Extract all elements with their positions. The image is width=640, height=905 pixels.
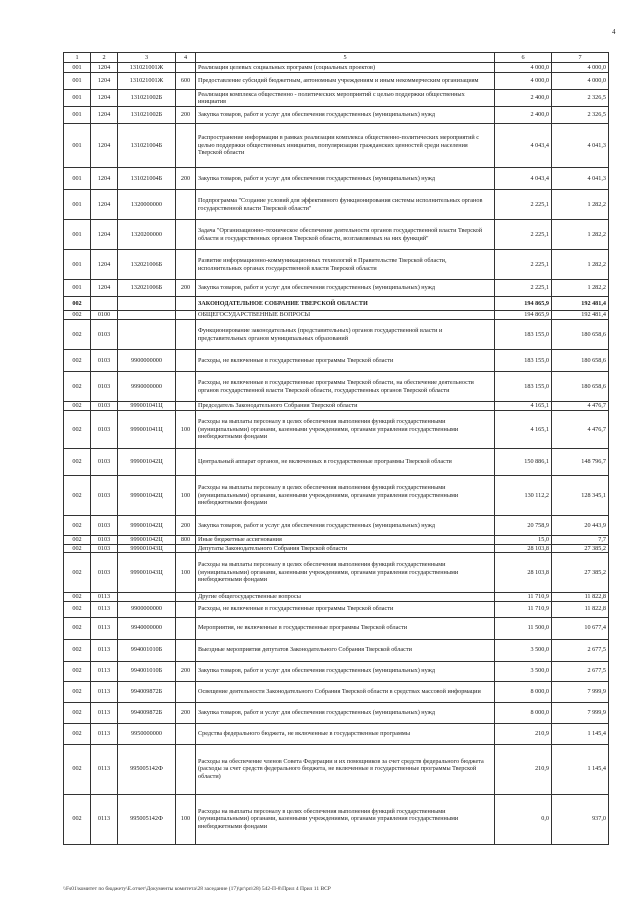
executed-amount-cell: 11 822,8 — [552, 601, 609, 617]
executed-amount-cell: 27 385,2 — [552, 553, 609, 593]
section-code-cell: 0103 — [91, 516, 118, 536]
expense-type-cell — [176, 593, 196, 602]
table-row — [64, 553, 609, 593]
description-cell: Депутаты Законодательного Собрания Тверской области — [196, 544, 495, 553]
table-row — [64, 476, 609, 516]
table-row — [64, 124, 609, 168]
planned-amount-cell: 4 000,0 — [495, 63, 552, 73]
target-item-cell — [118, 311, 176, 320]
description-cell: Реализация целевых социальных программ (социальных проектов) — [196, 63, 495, 73]
executed-amount-cell: 7 999,9 — [552, 702, 609, 723]
admin-code-cell: 002 — [64, 639, 91, 661]
target-item-cell: 1320200000 — [118, 220, 176, 250]
executed-amount-cell: 10 677,4 — [552, 617, 609, 639]
table-row — [64, 617, 609, 639]
description-cell: Средства федерального бюджета, не включенные в государственные программы — [196, 723, 495, 744]
target-item-cell: 999001041Ц — [118, 402, 176, 411]
section-code-cell: 0113 — [91, 601, 118, 617]
planned-amount-cell: 183 155,0 — [495, 320, 552, 350]
description-cell: Расходы, не включенные в государственные программы Тверской области — [196, 350, 495, 372]
column-header: 1 — [64, 53, 91, 63]
page-number: 4 — [612, 28, 616, 36]
target-item-cell: 999001042Ц — [118, 536, 176, 545]
expense-type-cell — [176, 190, 196, 220]
planned-amount-cell: 11 710,9 — [495, 601, 552, 617]
section-code-cell: 1204 — [91, 124, 118, 168]
target-item-cell: 994009872Б — [118, 702, 176, 723]
planned-amount-cell: 28 103,8 — [495, 544, 552, 553]
table-row — [64, 90, 609, 107]
target-item-cell: 999001042Ц — [118, 476, 176, 516]
admin-code-cell: 002 — [64, 297, 91, 311]
executed-amount-cell: 1 282,2 — [552, 190, 609, 220]
executed-amount-cell: 2 677,5 — [552, 661, 609, 681]
section-code-cell: 0103 — [91, 402, 118, 411]
section-code-cell: 0103 — [91, 536, 118, 545]
table-row — [64, 744, 609, 794]
section-code-cell: 1204 — [91, 250, 118, 280]
executed-amount-cell: 180 658,6 — [552, 372, 609, 402]
admin-code-cell: 002 — [64, 411, 91, 449]
expense-type-cell — [176, 723, 196, 744]
column-header: 3 — [118, 53, 176, 63]
planned-amount-cell: 15,0 — [495, 536, 552, 545]
section-code-cell: 1204 — [91, 107, 118, 124]
table-row — [64, 702, 609, 723]
expense-type-cell — [176, 350, 196, 372]
expense-type-cell — [176, 63, 196, 73]
description-cell: Расходы на выплаты персоналу в целях обеспечения выполнения функций государственными (муниципальными) органами, казенными учреждениями, органами управления государственными внебюджетными фондами — [196, 411, 495, 449]
table-row — [64, 536, 609, 545]
section-code-cell: 1204 — [91, 90, 118, 107]
executed-amount-cell: 4 476,7 — [552, 402, 609, 411]
planned-amount-cell: 8 000,0 — [495, 702, 552, 723]
admin-code-cell: 001 — [64, 280, 91, 297]
admin-code-cell: 002 — [64, 516, 91, 536]
expense-type-cell: 200 — [176, 168, 196, 190]
description-cell: Другие общегосударственные вопросы — [196, 593, 495, 602]
admin-code-cell: 001 — [64, 250, 91, 280]
budget-table — [63, 52, 609, 845]
description-cell: Закупка товаров, работ и услуг для обеспечения государственных (муниципальных) нужд — [196, 107, 495, 124]
table-row — [64, 593, 609, 602]
admin-code-cell: 001 — [64, 220, 91, 250]
executed-amount-cell: 128 345,1 — [552, 476, 609, 516]
section-code-cell: 0103 — [91, 372, 118, 402]
description-cell: Функционирование законодательных (представительных) органов государственной власти и представительных органов муниципальных образований — [196, 320, 495, 350]
target-item-cell — [118, 593, 176, 602]
file-path-footer: \\Fs01\комитет по бюджету\Е.отчет\Документы комитета\28 заседание (17)\рг\рп\28) 542-П-8\Прил 4 Прил 11 ВСР — [63, 886, 331, 892]
expense-type-cell — [176, 220, 196, 250]
description-cell: Закупка товаров, работ и услуг для обеспечения государственных (муниципальных) нужд — [196, 280, 495, 297]
expense-type-cell: 200 — [176, 516, 196, 536]
executed-amount-cell: 4 041,3 — [552, 124, 609, 168]
admin-code-cell: 001 — [64, 190, 91, 220]
admin-code-cell: 002 — [64, 372, 91, 402]
target-item-cell — [118, 297, 176, 311]
description-cell: Задача "Организационно-техническое обеспечение деятельности органов государственной власти Тверской области и государственных органов Тверской области, возглавляемых на них функций" — [196, 220, 495, 250]
admin-code-cell: 002 — [64, 794, 91, 844]
planned-amount-cell: 210,9 — [495, 744, 552, 794]
target-item-cell: 1320000000 — [118, 190, 176, 220]
description-cell: Закупка товаров, работ и услуг для обеспечения государственных (муниципальных) нужд — [196, 168, 495, 190]
section-code-cell: 0113 — [91, 681, 118, 702]
expense-type-cell: 100 — [176, 411, 196, 449]
description-cell: Развитие информационно-коммуникационных технологий в Правительстве Тверской области, исполнительных органах государственной власти Тверской области — [196, 250, 495, 280]
planned-amount-cell: 194 865,9 — [495, 297, 552, 311]
expense-type-cell: 100 — [176, 476, 196, 516]
target-item-cell: 999001043Ц — [118, 553, 176, 593]
admin-code-cell: 002 — [64, 536, 91, 545]
admin-code-cell: 002 — [64, 320, 91, 350]
section-code-cell: 0103 — [91, 411, 118, 449]
executed-amount-cell: 180 658,6 — [552, 320, 609, 350]
planned-amount-cell: 4 000,0 — [495, 73, 552, 90]
expense-type-cell — [176, 320, 196, 350]
executed-amount-cell: 1 282,2 — [552, 250, 609, 280]
planned-amount-cell: 3 500,0 — [495, 639, 552, 661]
planned-amount-cell: 4 043,4 — [495, 124, 552, 168]
planned-amount-cell: 4 165,1 — [495, 402, 552, 411]
expense-type-cell: 200 — [176, 107, 196, 124]
table-row — [64, 601, 609, 617]
section-code-cell — [91, 297, 118, 311]
section-code-cell: 1204 — [91, 280, 118, 297]
target-item-cell: 999001042Ц — [118, 449, 176, 476]
executed-amount-cell: 7 999,9 — [552, 681, 609, 702]
planned-amount-cell: 2 400,0 — [495, 90, 552, 107]
planned-amount-cell: 210,9 — [495, 723, 552, 744]
planned-amount-cell: 11 500,0 — [495, 617, 552, 639]
table-row — [64, 220, 609, 250]
expense-type-cell — [176, 297, 196, 311]
expense-type-cell: 600 — [176, 73, 196, 90]
executed-amount-cell: 180 658,6 — [552, 350, 609, 372]
table-row — [64, 411, 609, 449]
description-cell: Иные бюджетные ассигнования — [196, 536, 495, 545]
target-item-cell: 9990000000 — [118, 372, 176, 402]
admin-code-cell: 001 — [64, 107, 91, 124]
executed-amount-cell: 7,7 — [552, 536, 609, 545]
expense-type-cell: 100 — [176, 794, 196, 844]
planned-amount-cell: 2 225,1 — [495, 280, 552, 297]
table-row — [64, 681, 609, 702]
target-item-cell: 132021006Б — [118, 250, 176, 280]
target-item-cell: 995005142Ф — [118, 744, 176, 794]
executed-amount-cell: 1 282,2 — [552, 220, 609, 250]
planned-amount-cell: 183 155,0 — [495, 350, 552, 372]
expense-type-cell — [176, 449, 196, 476]
executed-amount-cell: 4 000,0 — [552, 73, 609, 90]
admin-code-cell: 002 — [64, 661, 91, 681]
executed-amount-cell: 148 796,7 — [552, 449, 609, 476]
planned-amount-cell: 150 886,1 — [495, 449, 552, 476]
expense-type-cell — [176, 250, 196, 280]
target-item-cell: 999001043Ц — [118, 544, 176, 553]
description-cell: Предоставление субсидий бюджетным, автономным учреждениям и иным некоммерческим организациям — [196, 73, 495, 90]
expense-type-cell: 200 — [176, 702, 196, 723]
expense-type-cell: 200 — [176, 280, 196, 297]
admin-code-cell: 002 — [64, 449, 91, 476]
section-code-cell: 0103 — [91, 476, 118, 516]
description-cell: ЗАКОНОДАТЕЛЬНОЕ СОБРАНИЕ ТВЕРСКОЙ ОБЛАСТИ — [196, 297, 495, 311]
planned-amount-cell: 20 758,9 — [495, 516, 552, 536]
executed-amount-cell: 4 476,7 — [552, 411, 609, 449]
expense-type-cell — [176, 90, 196, 107]
executed-amount-cell: 4 041,3 — [552, 168, 609, 190]
target-item-cell: 999001041Ц — [118, 411, 176, 449]
admin-code-cell: 001 — [64, 124, 91, 168]
expense-type-cell — [176, 744, 196, 794]
target-item-cell: 9900000000 — [118, 350, 176, 372]
planned-amount-cell: 2 225,1 — [495, 190, 552, 220]
target-item-cell: 994001010Б — [118, 661, 176, 681]
planned-amount-cell: 2 225,1 — [495, 250, 552, 280]
executed-amount-cell: 2 677,5 — [552, 639, 609, 661]
planned-amount-cell: 11 710,9 — [495, 593, 552, 602]
expense-type-cell — [176, 617, 196, 639]
admin-code-cell: 001 — [64, 73, 91, 90]
description-cell: Председатель Законодательного Собрания Тверской области — [196, 402, 495, 411]
table-row — [64, 544, 609, 553]
section-code-cell: 0103 — [91, 320, 118, 350]
description-cell: Центральный аппарат органов, не включенных в государственные программы Тверской области — [196, 449, 495, 476]
target-item-cell: 131021004Б — [118, 124, 176, 168]
table-row — [64, 168, 609, 190]
planned-amount-cell: 130 112,2 — [495, 476, 552, 516]
expense-type-cell — [176, 639, 196, 661]
executed-amount-cell: 1 145,4 — [552, 723, 609, 744]
table-row — [64, 63, 609, 73]
admin-code-cell: 002 — [64, 744, 91, 794]
planned-amount-cell: 194 865,9 — [495, 311, 552, 320]
executed-amount-cell: 2 326,5 — [552, 107, 609, 124]
description-cell: Мероприятия, не включенные в государственные программы Тверской области — [196, 617, 495, 639]
section-code-cell: 1204 — [91, 190, 118, 220]
expense-type-cell: 100 — [176, 553, 196, 593]
target-item-cell: 994009872Б — [118, 681, 176, 702]
target-item-cell: 131021002Б — [118, 90, 176, 107]
admin-code-cell: 002 — [64, 593, 91, 602]
table-row — [64, 320, 609, 350]
executed-amount-cell: 2 326,5 — [552, 90, 609, 107]
target-item-cell: 131021002Б — [118, 107, 176, 124]
section-code-cell: 1204 — [91, 73, 118, 90]
admin-code-cell: 002 — [64, 681, 91, 702]
admin-code-cell: 002 — [64, 350, 91, 372]
description-cell: Расходы на выплаты персоналу в целях обеспечения выполнения функций государственными (муниципальными) органами, казенными учреждениями, органами управления государственными внебюджетными фондами — [196, 794, 495, 844]
description-cell: Распространение информации в рамках реализации комплекса общественно-политических мероприятий с целью поддержки общественных инициатив, популяризации гражданских ценностей среди населения Тверской области — [196, 124, 495, 168]
admin-code-cell: 002 — [64, 402, 91, 411]
expense-type-cell: 200 — [176, 661, 196, 681]
executed-amount-cell: 1 282,2 — [552, 280, 609, 297]
description-cell: Подпрограмма "Создание условий для эффективного функционирования системы исполнительных органов государственной власти Тверской области" — [196, 190, 495, 220]
table-row — [64, 794, 609, 844]
section-code-cell: 0113 — [91, 702, 118, 723]
planned-amount-cell: 4 165,1 — [495, 411, 552, 449]
column-header: 7 — [552, 53, 609, 63]
target-item-cell: 131021001Ж — [118, 73, 176, 90]
target-item-cell: 999001042Ц — [118, 516, 176, 536]
section-code-cell: 0113 — [91, 744, 118, 794]
description-cell: Расходы, не включенные в государственные программы Тверской области — [196, 601, 495, 617]
table-row — [64, 297, 609, 311]
planned-amount-cell: 3 500,0 — [495, 661, 552, 681]
section-code-cell: 0113 — [91, 661, 118, 681]
admin-code-cell: 002 — [64, 553, 91, 593]
section-code-cell: 0103 — [91, 350, 118, 372]
executed-amount-cell: 937,0 — [552, 794, 609, 844]
expense-type-cell: 800 — [176, 536, 196, 545]
admin-code-cell: 001 — [64, 90, 91, 107]
description-cell: Выездные мероприятия депутатов Законодательного Собрания Тверской области — [196, 639, 495, 661]
planned-amount-cell: 4 043,4 — [495, 168, 552, 190]
section-code-cell: 0103 — [91, 544, 118, 553]
table-row — [64, 107, 609, 124]
executed-amount-cell: 192 481,4 — [552, 311, 609, 320]
section-code-cell: 1204 — [91, 63, 118, 73]
target-item-cell: 9940000000 — [118, 617, 176, 639]
section-code-cell: 0113 — [91, 617, 118, 639]
table-row — [64, 350, 609, 372]
table-row — [64, 73, 609, 90]
expense-type-cell — [176, 124, 196, 168]
target-item-cell — [118, 320, 176, 350]
header-row — [64, 53, 609, 63]
column-header: 2 — [91, 53, 118, 63]
table-row — [64, 372, 609, 402]
table-row — [64, 280, 609, 297]
admin-code-cell: 001 — [64, 63, 91, 73]
target-item-cell: 9950000000 — [118, 723, 176, 744]
section-code-cell: 0103 — [91, 553, 118, 593]
section-code-cell: 0113 — [91, 723, 118, 744]
planned-amount-cell: 2 225,1 — [495, 220, 552, 250]
description-cell: Закупка товаров, работ и услуг для обеспечения государственных (муниципальных) нужд — [196, 661, 495, 681]
target-item-cell: 132021006Б — [118, 280, 176, 297]
executed-amount-cell: 4 000,0 — [552, 63, 609, 73]
target-item-cell: 995005142Ф — [118, 794, 176, 844]
planned-amount-cell: 8 000,0 — [495, 681, 552, 702]
executed-amount-cell: 11 822,8 — [552, 593, 609, 602]
admin-code-cell: 002 — [64, 544, 91, 553]
description-cell: Закупка товаров, работ и услуг для обеспечения государственных (муниципальных) нужд — [196, 516, 495, 536]
planned-amount-cell: 183 155,0 — [495, 372, 552, 402]
admin-code-cell: 002 — [64, 702, 91, 723]
table-row — [64, 402, 609, 411]
target-item-cell: 131021001Ж — [118, 63, 176, 73]
expense-type-cell — [176, 681, 196, 702]
section-code-cell: 0113 — [91, 794, 118, 844]
description-cell: Расходы, не включенные в государственные программы Тверской области, на обеспечение деятельности органов государственной власти Тверской области, государственных органов Тверской области — [196, 372, 495, 402]
planned-amount-cell: 2 400,0 — [495, 107, 552, 124]
description-cell: Освещение деятельности Законодательного Собрания Тверской области в средствах массовой информации — [196, 681, 495, 702]
section-code-cell: 0103 — [91, 449, 118, 476]
column-header: 6 — [495, 53, 552, 63]
target-item-cell: 131021004Б — [118, 168, 176, 190]
expense-type-cell — [176, 402, 196, 411]
section-code-cell: 1204 — [91, 168, 118, 190]
table-row — [64, 661, 609, 681]
planned-amount-cell: 28 103,8 — [495, 553, 552, 593]
expense-type-cell — [176, 372, 196, 402]
column-header: 4 — [176, 53, 196, 63]
table-row — [64, 190, 609, 220]
admin-code-cell: 002 — [64, 617, 91, 639]
admin-code-cell: 002 — [64, 601, 91, 617]
admin-code-cell: 002 — [64, 723, 91, 744]
section-code-cell: 0113 — [91, 639, 118, 661]
table-row — [64, 723, 609, 744]
description-cell: ОБЩЕГОСУДАРСТВЕННЫЕ ВОПРОСЫ — [196, 311, 495, 320]
expense-type-cell — [176, 601, 196, 617]
planned-amount-cell: 0,0 — [495, 794, 552, 844]
section-code-cell: 1204 — [91, 220, 118, 250]
section-code-cell: 0113 — [91, 593, 118, 602]
description-cell: Реализация комплекса общественно - политических мероприятий с целью поддержки общественных инициатив — [196, 90, 495, 107]
admin-code-cell: 002 — [64, 476, 91, 516]
column-header: 5 — [196, 53, 495, 63]
executed-amount-cell: 1 145,4 — [552, 744, 609, 794]
table-row — [64, 449, 609, 476]
description-cell: Расходы на выплаты персоналу в целях обеспечения выполнения функций государственными (муниципальными) органами, казенными учреждениями, органами управления государственными внебюджетными фондами — [196, 553, 495, 593]
expense-type-cell — [176, 311, 196, 320]
executed-amount-cell: 192 481,4 — [552, 297, 609, 311]
table-row — [64, 516, 609, 536]
executed-amount-cell: 20 443,9 — [552, 516, 609, 536]
table-row — [64, 311, 609, 320]
description-cell: Расходы на обеспечение членов Совета Федерации и их помощников за счет средств федерального бюджета (расходы за счет средств федерального бюджета, не включенные в государственные программы Тверской области) — [196, 744, 495, 794]
expense-type-cell — [176, 544, 196, 553]
table-row — [64, 639, 609, 661]
admin-code-cell: 002 — [64, 311, 91, 320]
description-cell: Закупка товаров, работ и услуг для обеспечения государственных (муниципальных) нужд — [196, 702, 495, 723]
executed-amount-cell: 27 385,2 — [552, 544, 609, 553]
admin-code-cell: 001 — [64, 168, 91, 190]
section-code-cell: 0100 — [91, 311, 118, 320]
target-item-cell: 994001010Б — [118, 639, 176, 661]
target-item-cell: 9900000000 — [118, 601, 176, 617]
table-row — [64, 250, 609, 280]
description-cell: Расходы на выплаты персоналу в целях обеспечения выполнения функций государственными (муниципальными) органами, казенными учреждениями, органами управления государственными внебюджетными фондами — [196, 476, 495, 516]
